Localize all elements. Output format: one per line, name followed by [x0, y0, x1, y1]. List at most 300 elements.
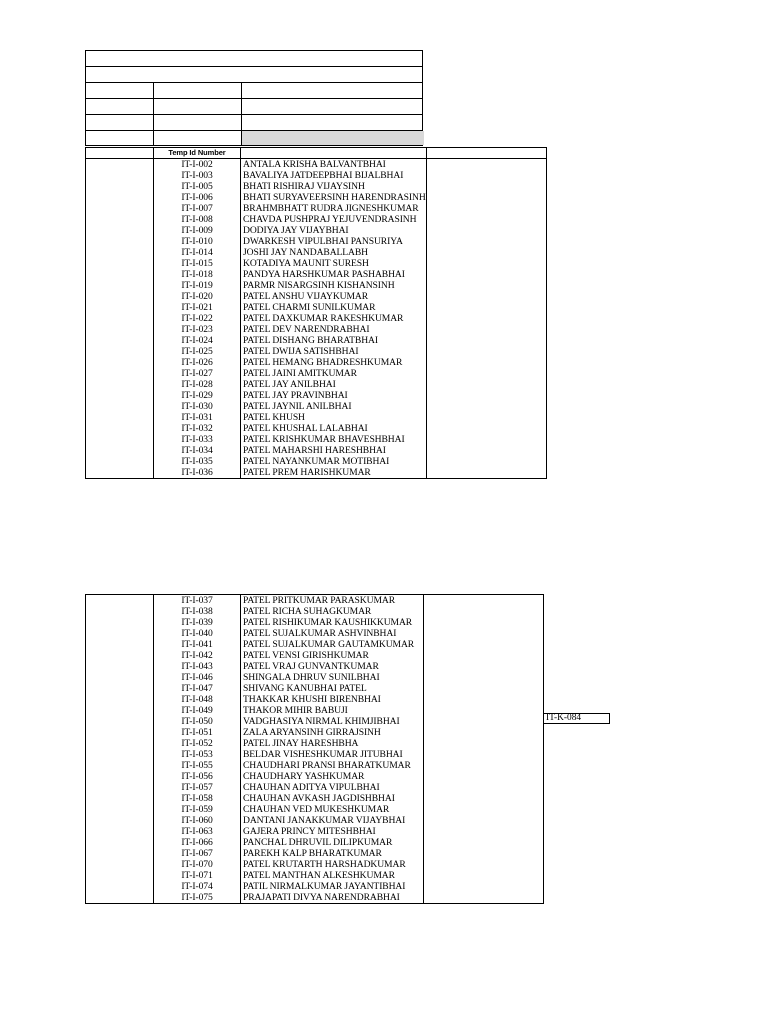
table-row [86, 738, 544, 749]
blank-cell [86, 892, 154, 904]
blank-cell [86, 379, 154, 390]
extra-cell [426, 423, 546, 434]
extra-cell [424, 793, 544, 804]
temp-id-cell: IT-I-035 [154, 456, 241, 467]
extra-cell [424, 760, 544, 771]
blank-cell [86, 291, 154, 302]
extra-cell [426, 379, 546, 390]
student-name-cell: PATEL KHUSH [241, 412, 427, 423]
blank-cell [86, 617, 154, 628]
table-row [86, 771, 544, 782]
extra-cell [424, 672, 544, 683]
temp-id-header: Temp Id Number [154, 148, 241, 159]
header-grid [85, 50, 423, 146]
temp-id-cell: IT-I-066 [154, 837, 241, 848]
extra-cell [426, 291, 546, 302]
table-row [86, 456, 547, 467]
extra-cell [424, 881, 544, 892]
student-name-cell: PARMR NISARGSINH KISHANSINH [241, 280, 427, 291]
extra-cell [426, 434, 546, 445]
blank-header-cell [86, 148, 154, 159]
extra-cell [424, 804, 544, 815]
table-row [86, 639, 544, 650]
student-name-cell: PATEL KRUTARTH HARSHADKUMAR [241, 859, 424, 870]
temp-id-cell: IT-I-030 [154, 401, 241, 412]
table-row [86, 749, 544, 760]
blank-cell [86, 650, 154, 661]
student-name-cell: PATEL KRISHKUMAR BHAVESHBHAI [241, 434, 427, 445]
table-row [86, 291, 547, 302]
blank-cell [86, 628, 154, 639]
header-row [85, 50, 423, 66]
student-name-cell: PAREKH KALP BHARATKUMAR [241, 848, 424, 859]
blank-cell [86, 335, 154, 346]
extra-cell [426, 258, 546, 269]
blank-cell [86, 456, 154, 467]
header-cell [241, 99, 424, 114]
temp-id-cell: IT-I-020 [154, 291, 241, 302]
extra-cell [424, 815, 544, 826]
table-row [86, 379, 547, 390]
extra-cell [426, 401, 546, 412]
blank-cell [86, 269, 154, 280]
header-cell [153, 83, 241, 98]
temp-id-cell: IT-I-025 [154, 346, 241, 357]
header-cell [241, 115, 424, 130]
blank-cell [86, 247, 154, 258]
blank-cell [86, 192, 154, 203]
table-row [86, 694, 544, 705]
table-row [86, 826, 544, 837]
table-row [86, 247, 547, 258]
extra-cell [424, 771, 544, 782]
table-row [86, 628, 544, 639]
header-row [85, 130, 423, 146]
student-table-1 [85, 147, 547, 479]
table-row [86, 225, 547, 236]
extra-cell [424, 694, 544, 705]
table-row [86, 236, 547, 247]
blank-cell [86, 661, 154, 672]
student-name-cell: PATEL SUJALKUMAR GAUTAMKUMAR [241, 639, 424, 650]
temp-id-cell: IT-I-039 [154, 617, 241, 628]
table-row [86, 412, 547, 423]
temp-id-cell: IT-I-023 [154, 324, 241, 335]
student-name-cell: BRAHMBHATT RUDRA JIGNESHKUMAR [241, 203, 427, 214]
table-row [86, 368, 547, 379]
blank-cell [86, 401, 154, 412]
extra-cell [424, 595, 544, 607]
temp-id-cell: IT-I-046 [154, 672, 241, 683]
table-row [86, 815, 544, 826]
extra-cell [424, 859, 544, 870]
table-row [86, 335, 547, 346]
blank-cell [86, 423, 154, 434]
table-row [86, 672, 544, 683]
temp-id-cell: IT-I-033 [154, 434, 241, 445]
student-table-2 [85, 594, 544, 904]
extra-cell [426, 203, 546, 214]
extra-cell [424, 639, 544, 650]
table-row [86, 390, 547, 401]
blank-cell [86, 815, 154, 826]
student-name-cell: PATEL JAY ANILBHAI [241, 379, 427, 390]
student-name-cell: PATEL JAINI AMITKUMAR [241, 368, 427, 379]
table-row [86, 859, 544, 870]
extra-cell [426, 467, 546, 479]
header-cell [153, 99, 241, 114]
header-row [85, 66, 423, 82]
student-name-cell: PATIL NIRMALKUMAR JAYANTIBHAI [241, 881, 424, 892]
table-row [86, 782, 544, 793]
blank-cell [86, 595, 154, 607]
table-row [86, 661, 544, 672]
blank-cell [86, 683, 154, 694]
table-row [86, 881, 544, 892]
student-name-cell: PATEL ANSHU VIJAYKUMAR [241, 291, 427, 302]
student-name-cell: PATEL CHARMI SUNILKUMAR [241, 302, 427, 313]
student-name-cell: PATEL JAYNIL ANILBHAI [241, 401, 427, 412]
header-row [85, 98, 423, 114]
blank-cell [86, 346, 154, 357]
extra-cell [424, 749, 544, 760]
blank-cell [86, 225, 154, 236]
student-name-cell: DANTANI JANAKKUMAR VIJAYBHAI [241, 815, 424, 826]
student-name-cell: PATEL JAY PRAVINBHAI [241, 390, 427, 401]
temp-id-cell: IT-I-059 [154, 804, 241, 815]
table-row [86, 848, 544, 859]
table-row [86, 837, 544, 848]
temp-id-cell: IT-I-075 [154, 892, 241, 904]
temp-id-cell: IT-I-021 [154, 302, 241, 313]
temp-id-cell: IT-I-036 [154, 467, 241, 479]
blank-cell [86, 716, 154, 727]
table-row [86, 203, 547, 214]
student-name-cell: ANTALA KRISHA BALVANTBHAI [241, 159, 427, 171]
temp-id-cell: IT-I-031 [154, 412, 241, 423]
blank-cell [86, 859, 154, 870]
student-name-cell: PANCHAL DHRUVIL DILIPKUMAR [241, 837, 424, 848]
table-row [86, 595, 544, 607]
student-name-cell: ZALA ARYANSINH GIRRAJSINH [241, 727, 424, 738]
blank-cell [86, 280, 154, 291]
header-cell-shaded [241, 131, 424, 145]
table-row [86, 870, 544, 881]
extra-cell [424, 782, 544, 793]
temp-id-cell: IT-I-026 [154, 357, 241, 368]
student-name-cell: PATEL HEMANG BHADRESHKUMAR [241, 357, 427, 368]
student-name-cell: THAKOR MIHIR BABUJI [241, 705, 424, 716]
extra-cell [424, 738, 544, 749]
student-name-cell: PATEL RICHA SUHAGKUMAR [241, 606, 424, 617]
student-name-cell: PRAJAPATI DIVYA NARENDRABHAI [241, 892, 424, 904]
student-name-cell: PATEL MAHARSHI HARESHBHAI [241, 445, 427, 456]
student-name-cell: CHAUHAN AVKASH JAGDISHBHAI [241, 793, 424, 804]
table-row [86, 705, 544, 716]
table-header-row [86, 148, 547, 159]
blank-cell [86, 606, 154, 617]
temp-id-cell: IT-I-027 [154, 368, 241, 379]
extra-cell [426, 269, 546, 280]
extra-cell [426, 445, 546, 456]
extra-cell [426, 412, 546, 423]
student-name-cell: KOTADIYA MAUNIT SURESH [241, 258, 427, 269]
extra-cell [426, 302, 546, 313]
table-row [86, 445, 547, 456]
table-row [86, 423, 547, 434]
extra-cell [426, 368, 546, 379]
extra-cell [426, 390, 546, 401]
temp-id-cell: IT-I-010 [154, 236, 241, 247]
temp-id-cell: IT-I-022 [154, 313, 241, 324]
side-note-cell: IT-K-084 [543, 713, 610, 724]
extra-cell [426, 236, 546, 247]
student-name-cell: JOSHI JAY NANDABALLABH [241, 247, 427, 258]
blank-cell [86, 848, 154, 859]
temp-id-cell: IT-I-015 [154, 258, 241, 269]
extra-cell [426, 357, 546, 368]
temp-id-cell: IT-I-049 [154, 705, 241, 716]
extra-cell [426, 192, 546, 203]
header-cell [153, 115, 241, 130]
extra-cell [424, 826, 544, 837]
extra-cell [426, 214, 546, 225]
student-name-cell: BAVALIYA JATDEEPBHAI BIJALBHAI [241, 170, 427, 181]
extra-cell [424, 705, 544, 716]
temp-id-cell: IT-I-074 [154, 881, 241, 892]
blank-cell [86, 738, 154, 749]
extra-cell [426, 181, 546, 192]
extra-cell [426, 247, 546, 258]
temp-id-cell: IT-I-007 [154, 203, 241, 214]
student-name-cell: PATEL NAYANKUMAR MOTIBHAI [241, 456, 427, 467]
blank-cell [86, 181, 154, 192]
temp-id-cell: IT-I-002 [154, 159, 241, 171]
extra-header [426, 148, 546, 159]
temp-id-cell: IT-I-037 [154, 595, 241, 607]
temp-id-cell: IT-I-047 [154, 683, 241, 694]
table-row [86, 269, 547, 280]
blank-cell [86, 837, 154, 848]
temp-id-cell: IT-I-014 [154, 247, 241, 258]
student-name-cell: PANDYA HARSHKUMAR PASHABHAI [241, 269, 427, 280]
extra-cell [426, 346, 546, 357]
blank-cell [86, 434, 154, 445]
extra-cell [424, 617, 544, 628]
temp-id-cell: IT-I-048 [154, 694, 241, 705]
student-name-cell: PATEL DISHANG BHARATBHAI [241, 335, 427, 346]
temp-id-cell: IT-I-055 [154, 760, 241, 771]
student-name-cell: PATEL DWIJA SATISHBHAI [241, 346, 427, 357]
student-name-cell: VADGHASIYA NIRMAL KHIMJIBHAI [241, 716, 424, 727]
blank-cell [86, 159, 154, 171]
table-row [86, 892, 544, 904]
temp-id-cell: IT-I-040 [154, 628, 241, 639]
extra-cell [426, 170, 546, 181]
temp-id-cell: IT-I-053 [154, 749, 241, 760]
temp-id-cell: IT-I-063 [154, 826, 241, 837]
name-header [241, 148, 427, 159]
blank-cell [86, 170, 154, 181]
temp-id-cell: IT-I-050 [154, 716, 241, 727]
temp-id-cell: IT-I-008 [154, 214, 241, 225]
blank-cell [86, 782, 154, 793]
student-name-cell: PATEL MANTHAN ALKESHKUMAR [241, 870, 424, 881]
temp-id-cell: IT-I-005 [154, 181, 241, 192]
student-name-cell: PATEL VENSI GIRISHKUMAR [241, 650, 424, 661]
table-row [86, 650, 544, 661]
blank-cell [86, 258, 154, 269]
student-name-cell: PATEL JINAY HARESHBHA [241, 738, 424, 749]
header-row [85, 114, 423, 130]
table-row [86, 804, 544, 815]
blank-cell [86, 368, 154, 379]
temp-id-cell: IT-I-070 [154, 859, 241, 870]
blank-cell [86, 870, 154, 881]
blank-cell [86, 771, 154, 782]
table-row [86, 258, 547, 269]
table-row [86, 617, 544, 628]
extra-cell [426, 335, 546, 346]
blank-cell [86, 390, 154, 401]
blank-cell [86, 672, 154, 683]
table-row [86, 280, 547, 291]
table-row [86, 793, 544, 804]
student-name-cell: CHAVDA PUSHPRAJ YEJUVENDRASINH [241, 214, 427, 225]
temp-id-cell: IT-I-043 [154, 661, 241, 672]
student-name-cell: DODIYA JAY VIJAYBHAI [241, 225, 427, 236]
blank-cell [86, 760, 154, 771]
table-body-1 [86, 159, 547, 479]
table-row [86, 606, 544, 617]
blank-cell [86, 727, 154, 738]
temp-id-cell: IT-I-038 [154, 606, 241, 617]
temp-id-cell: IT-I-060 [154, 815, 241, 826]
blank-cell [86, 236, 154, 247]
extra-cell [426, 280, 546, 291]
blank-cell [86, 881, 154, 892]
student-name-cell: PATEL VRAJ GUNVANTKUMAR [241, 661, 424, 672]
temp-id-cell: IT-I-003 [154, 170, 241, 181]
temp-id-cell: IT-I-032 [154, 423, 241, 434]
temp-id-cell: IT-I-042 [154, 650, 241, 661]
student-name-cell: THAKKAR KHUSHI BIRENBHAI [241, 694, 424, 705]
student-name-cell: PATEL DEV NARENDRABHAI [241, 324, 427, 335]
table-row [86, 401, 547, 412]
student-name-cell: PATEL PREM HARISHKUMAR [241, 467, 427, 479]
extra-cell [424, 837, 544, 848]
extra-cell [424, 727, 544, 738]
header-row [85, 82, 423, 98]
blank-cell [86, 804, 154, 815]
extra-cell [424, 628, 544, 639]
student-name-cell: CHAUDHARY YASHKUMAR [241, 771, 424, 782]
temp-id-cell: IT-I-057 [154, 782, 241, 793]
table-row [86, 357, 547, 368]
extra-cell [426, 456, 546, 467]
temp-id-cell: IT-I-071 [154, 870, 241, 881]
table-row [86, 181, 547, 192]
blank-cell [86, 694, 154, 705]
student-name-cell: BHATI RISHIRAJ VIJAYSINH [241, 181, 427, 192]
temp-id-cell: IT-I-067 [154, 848, 241, 859]
temp-id-cell: IT-I-009 [154, 225, 241, 236]
extra-cell [424, 606, 544, 617]
table-row [86, 760, 544, 771]
extra-cell [424, 716, 544, 727]
table-row [86, 313, 547, 324]
extra-cell [424, 848, 544, 859]
student-name-cell: PATEL PRITKUMAR PARASKUMAR [241, 595, 424, 607]
table-row [86, 716, 544, 727]
table-row [86, 192, 547, 203]
table-row [86, 302, 547, 313]
temp-id-cell: IT-I-024 [154, 335, 241, 346]
blank-cell [86, 324, 154, 335]
student-name-cell: SHINGALA DHRUV SUNILBHAI [241, 672, 424, 683]
blank-cell [86, 302, 154, 313]
blank-cell [86, 793, 154, 804]
blank-cell [86, 412, 154, 423]
extra-cell [424, 870, 544, 881]
extra-cell [426, 225, 546, 236]
student-name-cell: PATEL KHUSHAL LALABHAI [241, 423, 427, 434]
blank-cell [86, 357, 154, 368]
student-name-cell: PATEL DAXKUMAR RAKESHKUMAR [241, 313, 427, 324]
student-name-cell: BELDAR VISHESHKUMAR JITUBHAI [241, 749, 424, 760]
temp-id-cell: IT-I-034 [154, 445, 241, 456]
temp-id-cell: IT-I-058 [154, 793, 241, 804]
blank-cell [86, 445, 154, 456]
extra-cell [426, 159, 546, 171]
student-name-cell: PATEL RISHIKUMAR KAUSHIKKUMAR [241, 617, 424, 628]
student-name-cell: PATEL SUJALKUMAR ASHVINBHAI [241, 628, 424, 639]
temp-id-cell: IT-I-029 [154, 390, 241, 401]
extra-cell [424, 683, 544, 694]
table-row [86, 324, 547, 335]
blank-cell [86, 749, 154, 760]
header-cell [153, 131, 241, 145]
table-row [86, 683, 544, 694]
student-name-cell: BHATI SURYAVEERSINH HARENDRASINH [241, 192, 427, 203]
student-name-cell: SHIVANG KANUBHAI PATEL [241, 683, 424, 694]
blank-cell [86, 214, 154, 225]
extra-cell [426, 313, 546, 324]
table-row [86, 170, 547, 181]
extra-cell [424, 650, 544, 661]
blank-cell [86, 203, 154, 214]
temp-id-cell: IT-I-052 [154, 738, 241, 749]
blank-cell [86, 313, 154, 324]
extra-cell [424, 661, 544, 672]
table-row [86, 346, 547, 357]
student-name-cell: GAJERA PRINCY MITESHBHAI [241, 826, 424, 837]
temp-id-cell: IT-I-051 [154, 727, 241, 738]
extra-cell [424, 892, 544, 904]
table-row [86, 214, 547, 225]
temp-id-cell: IT-I-056 [154, 771, 241, 782]
temp-id-cell: IT-I-041 [154, 639, 241, 650]
table-row [86, 434, 547, 445]
blank-cell [86, 826, 154, 837]
student-name-cell: CHAUDHARI PRANSI BHARATKUMAR [241, 760, 424, 771]
table-row [86, 467, 547, 479]
blank-cell [86, 639, 154, 650]
temp-id-cell: IT-I-018 [154, 269, 241, 280]
temp-id-cell: IT-I-006 [154, 192, 241, 203]
blank-cell [86, 467, 154, 479]
extra-cell [426, 324, 546, 335]
